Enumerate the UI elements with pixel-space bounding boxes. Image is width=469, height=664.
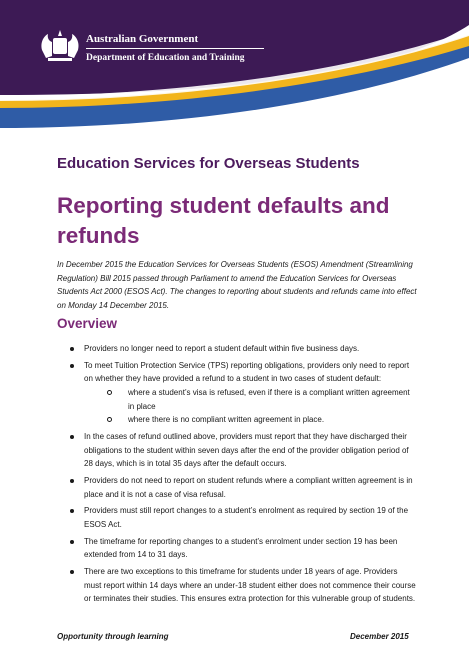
footer-tagline: Opportunity through learning (57, 632, 169, 641)
list-item: To meet Tuition Protection Service (TPS) reporting obligations, providers only need to report on whether they have provided a refund to a student in two cases of student default: where a student’s visa is refused, even if there is a compliant written agreement in place where there is no compliant written agreement in place. (57, 359, 417, 427)
list-item: There are two exceptions to this timeframe for students under 18 years of age. Providers must report within 14 days where an under-18 student either does not commence their course or terminates their studies. This ensures extra protection for this vulnerable group of students. (57, 565, 417, 606)
footer-date: December 2015 (350, 632, 409, 641)
department-name: Department of Education and Training (86, 53, 245, 63)
sub-list-item: where a student’s visa is refused, even if there is a compliant written agreement in place (84, 386, 417, 413)
overview-heading: Overview (57, 316, 118, 331)
intro-paragraph: In December 2015 the Education Services for Overseas Students (ESOS) Amendment (Streamlining Regulation) Bill 2015 passed through Parliament to amend the Education Services for Overseas Students Act 2000 (ESOS Act). The changes to reporting about students and refunds came into effect on Monday 14 December 2015. (57, 260, 417, 310)
list-item: Providers no longer need to report a student default within five business days. (57, 342, 417, 356)
document-title: Reporting student defaults and refunds (57, 193, 390, 248)
header-banner (0, 0, 469, 150)
logo-divider (86, 48, 264, 49)
document-subtitle: Education Services for Overseas Students (57, 155, 360, 172)
list-item: Providers must still report changes to a student’s enrolment as required by section 19 of the ESOS Act. (57, 504, 417, 531)
list-item: In the cases of refund outlined above, providers must report that they have discharged their obligations to the student within seven days after the end of the provider obligation period of 28 days, which is in total 35 days after the default occurs. (57, 430, 417, 471)
sub-list (84, 386, 417, 427)
list-item: Providers do not need to report on student refunds where a compliant written agreement is in place and it is not a case of visa refusal. (57, 474, 417, 501)
coat-of-arms-icon (38, 28, 82, 64)
government-name: Australian Government (86, 33, 199, 45)
overview-list (57, 342, 417, 609)
list-item: The timeframe for reporting changes to a student’s enrolment under section 19 has been extended from 14 to 31 days. (57, 535, 417, 562)
sub-list-item: where there is no compliant written agreement in place. (84, 413, 417, 427)
